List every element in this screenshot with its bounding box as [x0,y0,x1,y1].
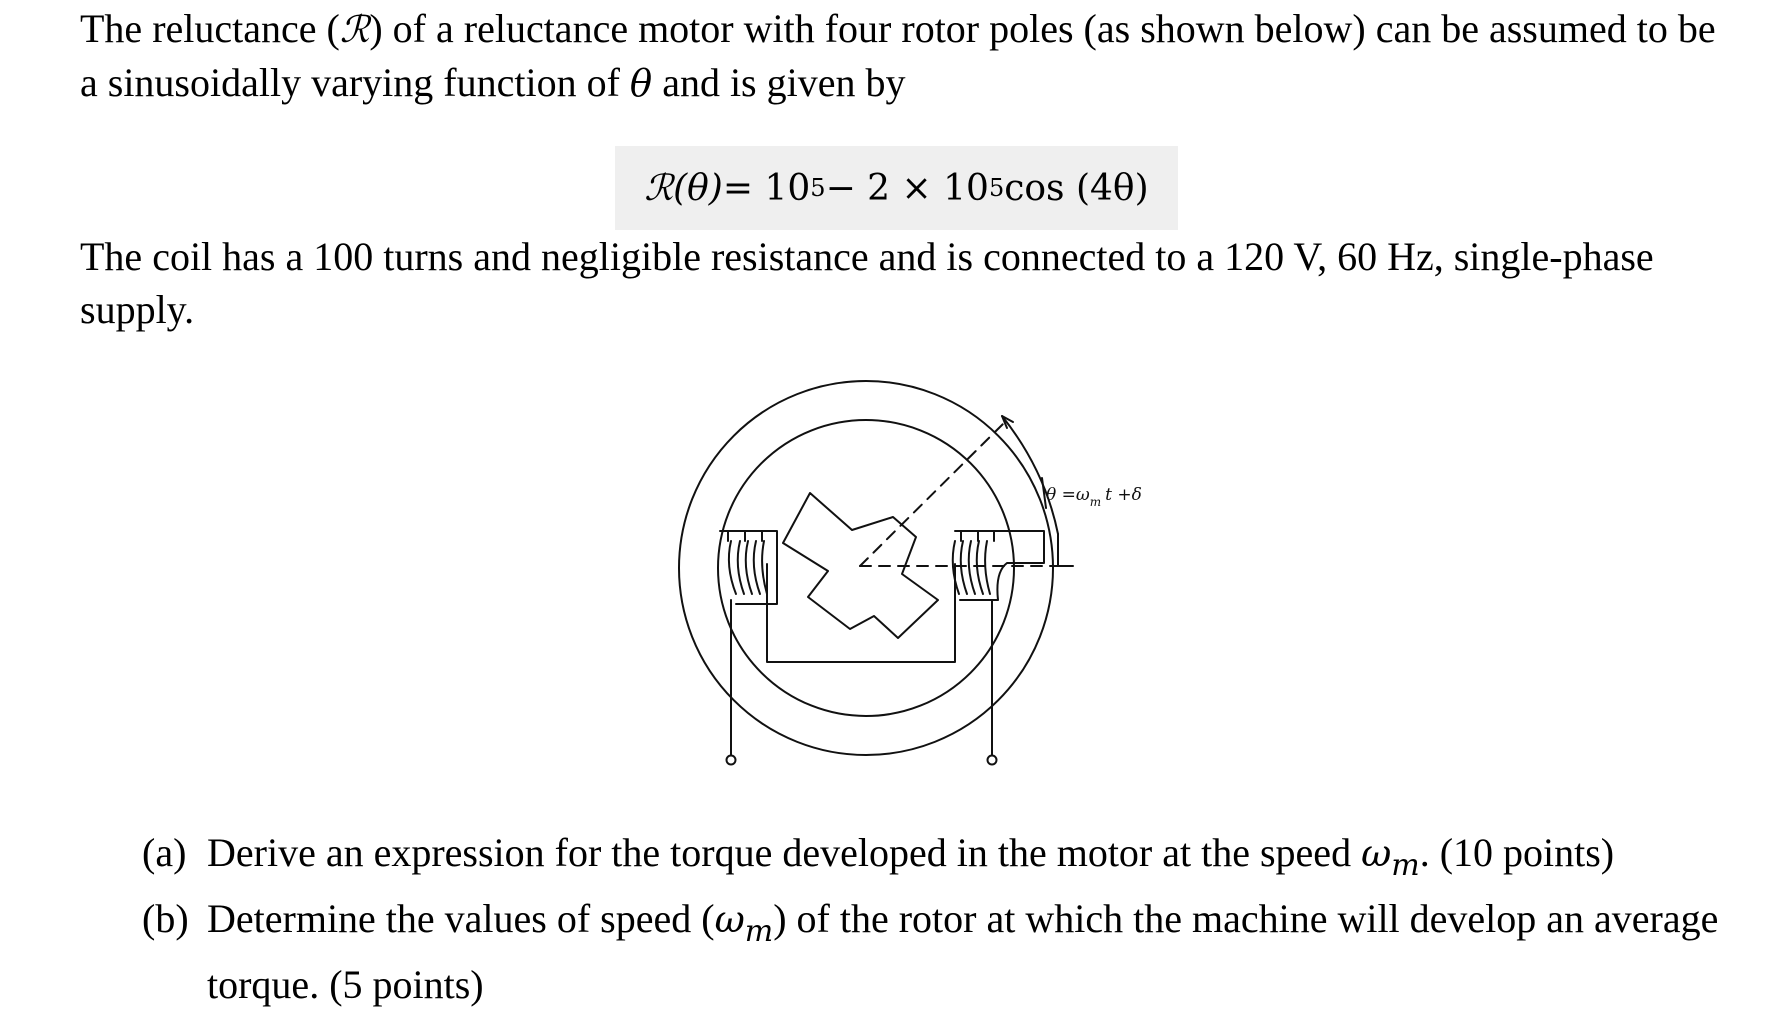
equation-middle: − 2 × 10 [825,167,989,209]
reluctance-symbol: ℛ [339,8,370,51]
part-b-label: (b) [142,896,189,941]
intro-text-b: ) of a reluctance motor with four rotor poles (as shown below) can be assumed to be a sinusoidally varying function of [80,6,1716,105]
part-a-points: . (10 points) [1419,830,1615,875]
part-b-text: Determine the values of speed ( [207,896,715,941]
coil-connection [767,564,955,662]
question-parts [142,826,1762,1011]
right-terminal [988,756,997,765]
reluctance-motor-figure [0,360,1786,780]
equation-rhs: cos (4θ) [1004,167,1149,209]
theta-symbol: θ [629,62,653,105]
intro-text-c: and is given by [652,60,906,105]
intro-paragraph [80,2,1720,110]
part-a [142,826,1762,892]
left-coil [728,531,767,594]
part-b [142,892,1762,1011]
intro-text-a: The reluctance ( [80,6,340,51]
equation-exponent-2: 5 [988,174,1005,202]
right-coil [953,531,994,594]
equation-equals: = 10 [722,167,811,209]
omega-subscript: m [744,914,774,949]
part-a-text: Derive an expression for the torque developed in the motor at the speed [207,830,1362,875]
equation-lhs: ℛ(θ) [644,167,723,209]
angle-label: $\theta =\omega_m$ t +δ [1046,485,1142,509]
left-terminal [727,756,736,765]
omega-subscript: m [1391,848,1420,883]
angle-arc [1002,416,1058,534]
part-b-points: ) of the rotor at which the machine will develop an average torque. (5 points) [207,896,1719,1007]
part-a-label: (a) [142,830,187,875]
stator-outer-circle [679,381,1053,755]
reference-tick [1058,534,1073,566]
reluctance-equation [615,146,1178,230]
omega-symbol: ω [1361,832,1392,875]
equation-exponent-1: 5 [810,174,826,202]
omega-symbol: ω [714,898,745,941]
coil-paragraph: The coil has a 100 turns and negligible resistance and is connected to a 120 V, 60 Hz, single-phase supply. [80,234,1654,332]
